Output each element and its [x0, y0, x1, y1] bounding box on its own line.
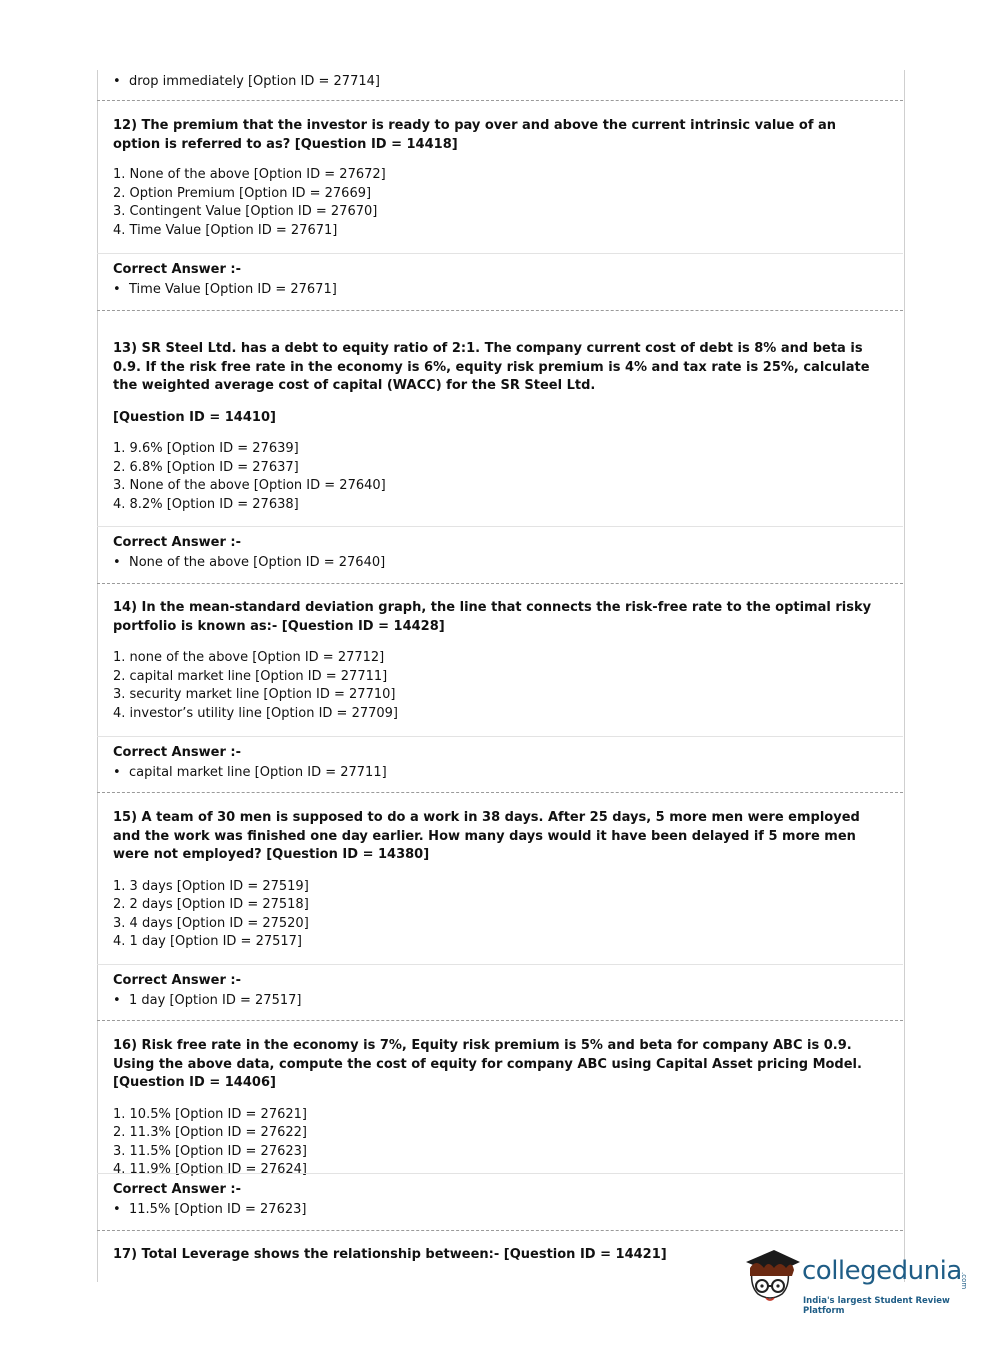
correct-answer-label: Correct Answer :-	[113, 262, 241, 277]
correct-answer-13	[97, 534, 903, 574]
correct-answer-12	[97, 261, 903, 301]
correct-answer-value: • 11.5% [Option ID = 27623]	[113, 1199, 903, 1221]
option-item: 1. none of the above [Option ID = 27712]	[113, 650, 385, 665]
option-item: 2. 6.8% [Option ID = 27637]	[113, 459, 299, 475]
correct-answer-label: Correct Answer :-	[113, 745, 241, 760]
correct-answer-value: • Time Value [Option ID = 27671]	[113, 279, 903, 301]
collegedunia-logo	[742, 1246, 972, 1318]
logo-domain-suffix: .com	[960, 1272, 968, 1290]
correct-answer-15	[97, 972, 903, 1012]
option-item: 4. investor’s utility line [Option ID = 27709]	[113, 705, 398, 721]
option-item: 3. None of the above [Option ID = 27640]	[113, 478, 386, 494]
previous-answer: • drop immediately [Option ID = 27714]	[97, 71, 903, 93]
option-item: 4. Time Value [Option ID = 27671]	[113, 222, 338, 238]
option-item: 1. 3 days [Option ID = 27519]	[113, 878, 309, 894]
option-item: 2. 11.3% [Option ID = 27622]	[113, 1125, 307, 1141]
option-item: 4. 1 day [Option ID = 27517]	[113, 934, 303, 950]
correct-answer-value: • None of the above [Option ID = 27640]	[113, 552, 903, 574]
option-list	[113, 166, 903, 240]
mascot-icon	[742, 1246, 802, 1318]
option-item: 4. 8.2% [Option ID = 27638]	[113, 496, 299, 512]
divider	[97, 792, 903, 793]
divider	[97, 526, 903, 527]
question-text: 17) Total Leverage shows the relationship between:- [Question ID = 14421]	[113, 1247, 667, 1262]
option-item: 1. None of the above [Option ID = 27672]	[113, 167, 386, 182]
correct-answer-label: Correct Answer :-	[113, 535, 241, 550]
option-item: 3. 11.5% [Option ID = 27623]	[113, 1143, 307, 1159]
correct-answer-14	[97, 744, 903, 784]
option-item: 1. 10.5% [Option ID = 27621]	[113, 1106, 307, 1122]
divider	[97, 736, 903, 737]
option-list	[113, 649, 903, 723]
option-item: 3. Contingent Value [Option ID = 27670]	[113, 204, 378, 220]
divider	[97, 1230, 903, 1231]
divider	[97, 964, 903, 965]
option-item: 4. 11.9% [Option ID = 27624]	[113, 1162, 307, 1178]
option-list	[113, 1106, 903, 1180]
question-15	[97, 809, 903, 952]
divider	[97, 253, 903, 254]
question-13	[97, 340, 903, 514]
divider	[97, 1020, 903, 1021]
logo-tagline: India's largest Student Review Platform	[803, 1296, 950, 1316]
question-text: 14) In the mean-standard deviation graph, the line that connects the risk-free rate to the optimal risky portfolio is known as:- [Question ID = 14428]	[113, 600, 872, 634]
question-14	[97, 599, 903, 723]
option-item: 2. 2 days [Option ID = 27518]	[113, 897, 309, 913]
question-text: 16) Risk free rate in the economy is 7%, Equity risk premium is 5% and beta for company ABC is 0.9. Using the above data, compute the cost of equity for company ABC using Capital Asset pricing Model. [Question ID = 14406]	[113, 1038, 862, 1090]
divider	[97, 310, 903, 311]
question-12	[97, 117, 903, 240]
option-item: 3. security market line [Option ID = 27710]	[113, 687, 396, 703]
question-text: 15) A team of 30 men is supposed to do a work in 38 days. After 25 days, 5 more men were employed and the work was finished one day earlier. How many days would it have been delayed if 5 more men were not employed? [Question ID = 14380]	[113, 810, 860, 862]
option-list	[113, 440, 903, 514]
question-id: [Question ID = 14410]	[113, 409, 276, 425]
option-list	[113, 878, 903, 952]
correct-answer-label: Correct Answer :-	[113, 1182, 241, 1197]
divider	[97, 100, 903, 101]
correct-answer-16	[97, 1181, 903, 1221]
question-text: 13) SR Steel Ltd. has a debt to equity ratio of 2:1. The company current cost of debt is 8% and beta is 0.9. If the risk free rate in the economy is 6%, equity risk premium is 4% and tax rate is 25%, calculate the weighted average cost of capital (WACC) for the SR Steel Ltd.	[113, 341, 870, 393]
correct-answer-value: • 1 day [Option ID = 27517]	[113, 990, 903, 1012]
divider	[97, 1173, 903, 1174]
option-item: 3. 4 days [Option ID = 27520]	[113, 915, 309, 931]
option-item: 2. Option Premium [Option ID = 27669]	[113, 185, 372, 201]
question-16	[97, 1037, 903, 1180]
option-item: 2. capital market line [Option ID = 27711]	[113, 668, 388, 684]
option-item: 1. 9.6% [Option ID = 27639]	[113, 441, 299, 456]
logo-wordmark: collegedunia	[802, 1256, 962, 1286]
correct-answer-label: Correct Answer :-	[113, 973, 241, 988]
divider	[97, 583, 903, 584]
question-text: 12) The premium that the investor is ready to pay over and above the current intrinsic value of an option is referred to as? [Question ID = 14418]	[113, 118, 837, 152]
correct-answer-value: • capital market line [Option ID = 27711]	[113, 762, 903, 784]
